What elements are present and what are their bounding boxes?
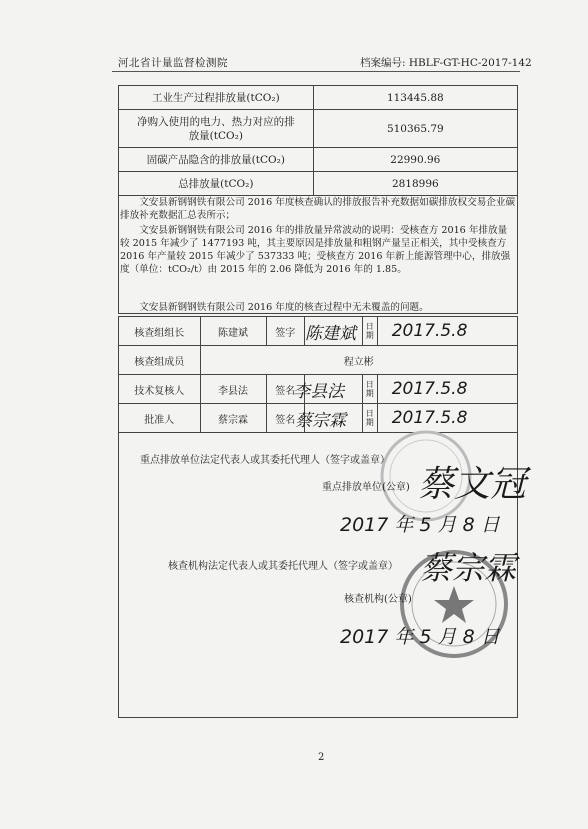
- unit-seal-label: 重点排放单位(公章): [322, 482, 410, 493]
- variation-paragraph: 文安县新钢钢铁有限公司 2016 年的排放量异常波动的说明：受核查方 2016 年排放量较 2015 年减少了 1477193 吨，其主要原因是排放量和粗钢产量呈正相关，其中受核查方 2016 年产量较 2015 年减少了 537333 吨；受核查方 2016 年新上能源管理中心，排放强度（单位：tCO₂/t）由 2015 年的 2.06 降低为 2016 年的 1.85。: [120, 225, 511, 275]
- org-rep-label: 核查机构法定代表人或其委托代理人（签字或盖章）: [168, 561, 398, 572]
- date-label: 日期: [362, 375, 377, 404]
- reviewer-name: 李县法: [200, 375, 266, 404]
- row-value: 113445.88: [313, 86, 517, 110]
- org-seal-label: 核查机构(公章): [344, 594, 412, 605]
- leader-label: 核查组组长: [119, 317, 201, 346]
- approver-signature: 蔡宗霖: [294, 411, 346, 431]
- leader-name: 陈建斌: [200, 317, 266, 346]
- unit-date: 2017 年 5 月 8 日: [340, 514, 500, 536]
- reviewer-signature-cell: [292, 375, 362, 404]
- leader-date-cell: [377, 317, 517, 346]
- file-number: 档案编号: HBLF-GT-HC-2017-142: [360, 57, 532, 69]
- row-label: 工业生产过程排放量(tCO₂): [119, 86, 314, 110]
- reviewer-label: 技术复核人: [119, 375, 201, 404]
- row-label: 净购入使用的电力、热力对应的排放量(tCO₂): [119, 110, 314, 148]
- sign-label: 签字: [266, 317, 304, 346]
- table-row: [119, 346, 518, 375]
- team-table: [118, 316, 518, 433]
- coverage-paragraph: 文安县新钢钢铁有限公司 2016 年度的核查过程中无未覆盖的问题。: [139, 302, 429, 313]
- reviewer-date-cell: [377, 375, 517, 404]
- conclusion-paragraph: 文安县新钢钢铁有限公司 2016 年度核查确认的排放报告补充数据如碳排放权交易企业碳排放补充数据汇总表所示；: [120, 197, 516, 221]
- table-row: [119, 375, 518, 404]
- row-label: 固碳产品隐含的排放量(tCO₂): [119, 148, 314, 172]
- member-label: 核查组成员: [119, 346, 201, 375]
- approver-sign-label: 签名: [266, 404, 304, 433]
- row-value: 22990.96: [313, 148, 517, 172]
- leader-signature: 陈建斌: [304, 324, 356, 344]
- table-row: [119, 86, 518, 110]
- org-date: 2017 年 5 月 8 日: [340, 626, 500, 648]
- row-value: 510365.79: [313, 110, 517, 148]
- org-signature: 蔡宗霖: [420, 549, 517, 587]
- row-label: 总排放量(tCO₂): [119, 172, 314, 196]
- emissions-table: [118, 85, 518, 196]
- reviewer-sign-label: 签名: [266, 375, 304, 404]
- header-rule: [112, 71, 520, 72]
- date-label: 日期: [362, 404, 377, 433]
- member-name: 程立彬: [200, 346, 517, 375]
- table-row: [119, 317, 518, 346]
- page-number: 2: [318, 752, 325, 763]
- approver-name: 蔡宗霖: [200, 404, 266, 433]
- unit-signature: 蔡文冠: [418, 464, 527, 505]
- reviewer-signature: 李县法: [292, 382, 344, 402]
- table-row: [119, 172, 518, 196]
- leader-signature-cell: [304, 317, 362, 346]
- reviewer-date: 2017.5.8: [391, 379, 468, 399]
- date-label: 日期: [362, 317, 377, 346]
- leader-date: 2017.5.8: [391, 321, 468, 341]
- approver-date: 2017.5.8: [391, 408, 468, 428]
- approver-label: 批准人: [119, 404, 201, 433]
- org-name: 河北省计量监督检测院: [118, 57, 228, 69]
- table-row: [119, 148, 518, 172]
- table-row: [119, 110, 518, 148]
- unit-rep-label: 重点排放单位法定代表人或其委托代理人（签字或盖章）: [140, 455, 390, 466]
- row-value: 2818996: [313, 172, 517, 196]
